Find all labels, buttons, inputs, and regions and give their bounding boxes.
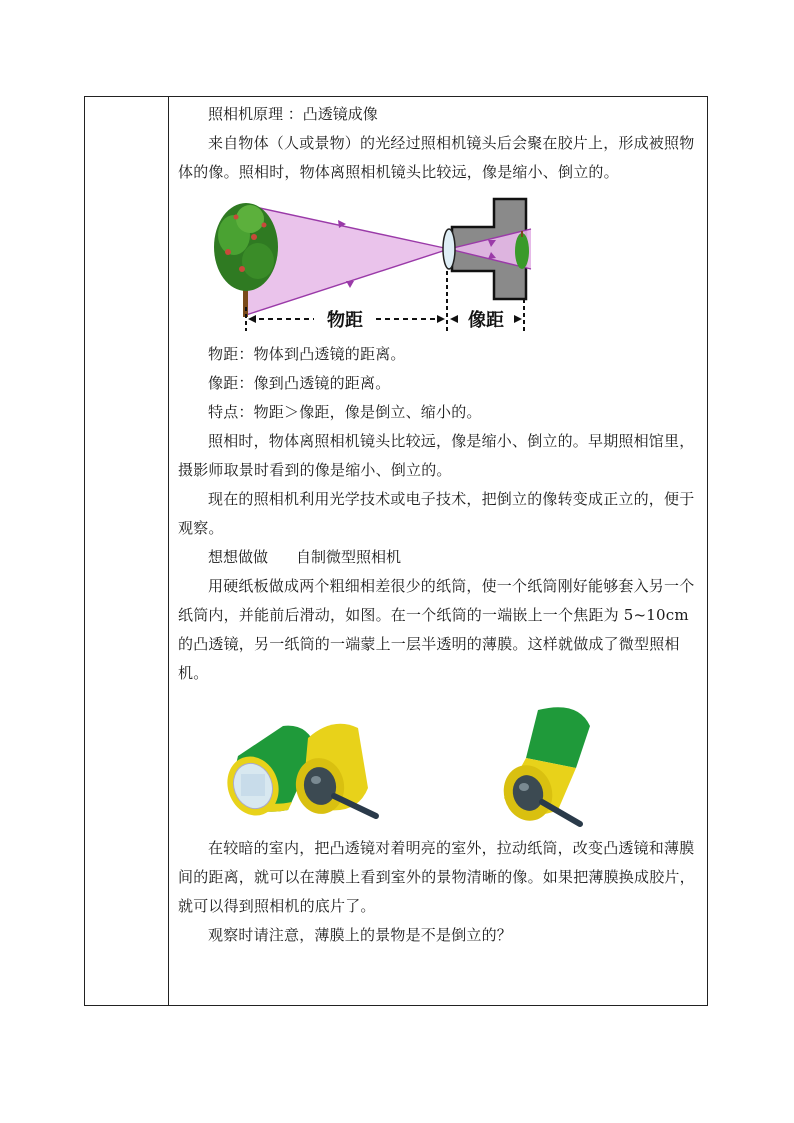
object-distance-definition: 物距：物体到凸透镜的距离。 <box>208 345 406 363</box>
observe-paragraph: 观察时请注意，薄膜上的景物是不是倒立的？ <box>208 926 513 944</box>
activity-label: 想想做做 <box>208 548 269 566</box>
object-distance-label: 物距 <box>327 310 363 331</box>
intro-paragraph: 来自物体（人或景物）的光经过照相机镜头后会聚在胶片上，形成被照物体的像。照相时，物体离照相机镜头比较远，像是缩小、倒立的。 <box>178 134 695 181</box>
activity-title: 自制微型照相机 <box>296 548 402 566</box>
convex-lens <box>443 229 455 269</box>
translucent-film <box>241 774 265 796</box>
camera-principle-diagram <box>206 197 536 332</box>
activity-heading <box>178 543 702 572</box>
arrow-icon <box>450 315 458 323</box>
usage-paragraph: 在较暗的室内，把凸透镜对着明亮的室外，拉动纸筒，改变凸透镜和薄膜间的距离，就可以在薄膜上看到室外的景物清晰的像。如果把薄膜换成胶片，就可以得到照相机的底片了。 <box>178 839 695 915</box>
paper-tube-camera-photo <box>208 698 628 828</box>
main-content <box>178 100 702 950</box>
assembled-camera <box>498 707 590 826</box>
arrow-icon <box>514 315 522 323</box>
make-camera-paragraph: 用硬纸板做成两个粗细相差很少的纸筒，使一个纸筒刚好能够套入另一个纸筒内，并能前后滑动，如图。在一个纸筒的一端嵌上一个焦距为 5~10cm 的凸透镜，另一纸筒的一端蒙上一层半透明的薄膜。这样就做成了微型照相机。 <box>178 577 695 682</box>
early-camera-paragraph: 照相时，物体离照相机镜头比较远，像是缩小、倒立的。早期照相馆里，摄影师取景时看到的像是缩小、倒立的。 <box>178 432 695 479</box>
image-distance-definition: 像距：像到凸透镜的距离。 <box>208 374 391 392</box>
modern-camera-paragraph: 现在的照相机利用光学技术或电子技术，把倒立的像转变成正立的，便于观察。 <box>178 490 695 537</box>
feature-text: 特点：物距＞像距，像是倒立、缩小的。 <box>208 403 482 421</box>
table-left-column <box>84 96 169 1006</box>
section-title: 照相机原理 ：凸透镜成像 <box>208 105 378 123</box>
arrow-icon <box>346 281 354 288</box>
arrow-icon <box>437 315 445 323</box>
image-distance-label: 像距 <box>468 310 504 331</box>
arrow-icon <box>248 315 256 323</box>
